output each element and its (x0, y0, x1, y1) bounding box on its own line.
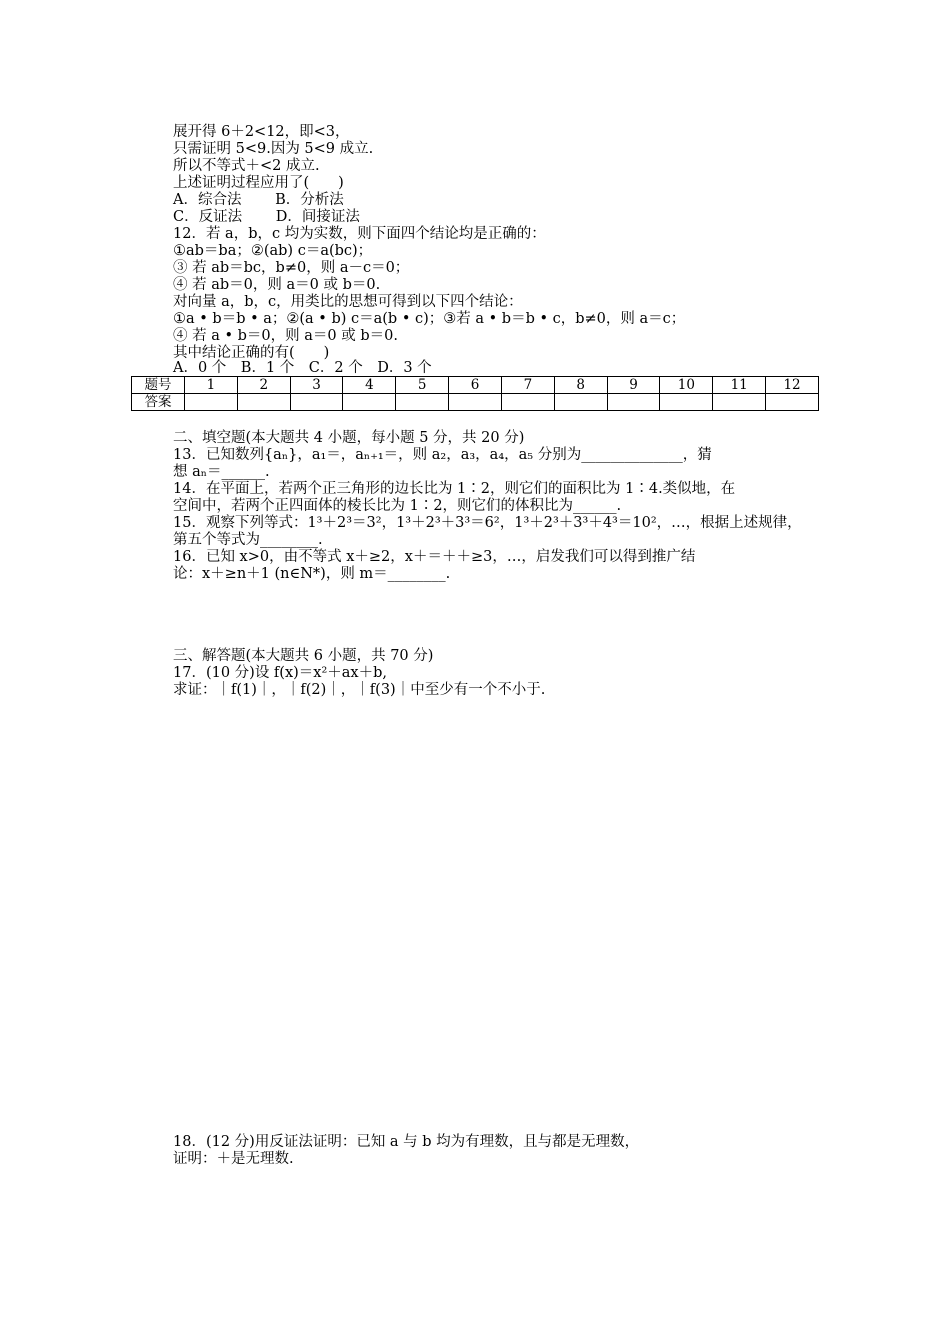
question-12-stem: 12．若 a，b，c 均为实数，则下面四个结论均是正确的： (173, 226, 546, 242)
text-line: ①ab＝ba；②(ab) c＝a(bc)； (173, 243, 373, 259)
table-cell: 12 (766, 377, 819, 394)
table-row (132, 394, 819, 411)
question-18-line: 证明：＋是无理数. (173, 1151, 294, 1167)
table-cell: 题号 (132, 377, 185, 394)
table-cell: 6 (449, 377, 502, 394)
option-line: A．综合法 B．分析法 (173, 192, 344, 208)
table-cell: 11 (713, 377, 766, 394)
text-line: 展开得 6＋2<12，即<3， (173, 124, 350, 140)
answer-cell[interactable] (449, 394, 502, 411)
table-cell: 10 (660, 377, 713, 394)
table-cell: 8 (554, 377, 607, 394)
answer-cell[interactable] (237, 394, 290, 411)
table-cell: 4 (343, 377, 396, 394)
text-line: 所以不等式＋<2 成立. (173, 158, 320, 174)
text-line: 只需证明 5<9.因为 5<9 成立. (173, 141, 374, 157)
table-cell: 2 (237, 377, 290, 394)
text-line: 14．在平面上，若两个正三角形的边长比为 1∶2，则它们的面积比为 1∶4.类似地，在 (173, 481, 736, 497)
answer-cell[interactable] (343, 394, 396, 411)
text-line: ③ 若 ab＝bc，b≠0，则 a－c＝0； (173, 260, 410, 276)
text-line: ①a • b＝b • a；②(a • b) c＝a(b • c)；③若 a • b＝b • c，b≠0，则 a＝c； (173, 311, 686, 327)
answer-cell[interactable] (660, 394, 713, 411)
question-18-line: 18．(12 分)用反证法证明：已知 a 与 b 均为有理数，且与都是无理数， (173, 1134, 640, 1150)
text-line: 想 aₙ＝______. (173, 464, 270, 480)
answer-cell[interactable] (554, 394, 607, 411)
text-line: 第五个等式为________. (173, 532, 323, 548)
text-line: ④ 若 ab＝0，则 a＝0 或 b＝0. (173, 277, 381, 293)
answer-cell[interactable] (713, 394, 766, 411)
table-row (132, 377, 819, 394)
text-line: 论：x＋≥n＋1 (n∈N*)，则 m＝________. (173, 566, 451, 582)
text-line: 空间中，若两个正四面体的棱长比为 1∶2，则它们的体积比为______. (173, 498, 622, 514)
table-cell: 答案 (132, 394, 185, 411)
answer-table (131, 376, 819, 411)
answer-cell[interactable] (607, 394, 660, 411)
text-line: 对向量 a，b，c，用类比的思想可得到以下四个结论： (173, 294, 523, 310)
text-line: 13．已知数列{aₙ}，a₁＝，aₙ₊₁＝，则 a₂，a₃，a₄，a₅ 分别为______________，猜 (173, 447, 712, 463)
text-line: 其中结论正确的有( ) (173, 345, 330, 361)
text-line: 上述证明过程应用了( ) (173, 175, 344, 191)
table-cell: 7 (501, 377, 554, 394)
table-cell: 5 (396, 377, 449, 394)
table-cell: 9 (607, 377, 660, 394)
text-line: 16．已知 x>0，由不等式 x＋≥2，x＋＝＋＋≥3，…，启发我们可以得到推广结 (173, 549, 696, 565)
answer-cell[interactable] (766, 394, 819, 411)
option-line: C．反证法 D．间接证法 (173, 209, 360, 225)
question-17-line: 求证：｜f(1)｜，｜f(2)｜，｜f(3)｜中至少有一个不小于. (173, 682, 546, 698)
section-2-heading: 二、填空题(本大题共 4 小题，每小题 5 分，共 20 分) (173, 430, 525, 446)
answer-cell[interactable] (185, 394, 238, 411)
table-cell: 3 (290, 377, 343, 394)
answer-cell[interactable] (396, 394, 449, 411)
table-cell: 1 (185, 377, 238, 394)
answer-cell[interactable] (501, 394, 554, 411)
option-line: A．0 个 B．1 个 C．2 个 D．3 个 (173, 360, 432, 376)
text-line: ④ 若 a • b＝0，则 a＝0 或 b＝0. (173, 328, 398, 344)
section-3-heading: 三、解答题(本大题共 6 小题，共 70 分) (173, 648, 434, 664)
question-17-line: 17．(10 分)设 f(x)＝x²＋ax＋b, (173, 665, 387, 681)
answer-cell[interactable] (290, 394, 343, 411)
text-line: 15．观察下列等式：1³＋2³＝3²，1³＋2³＋3³＝6²，1³＋2³＋3³＋4³＝10²，…，根据上述规律， (173, 515, 802, 531)
